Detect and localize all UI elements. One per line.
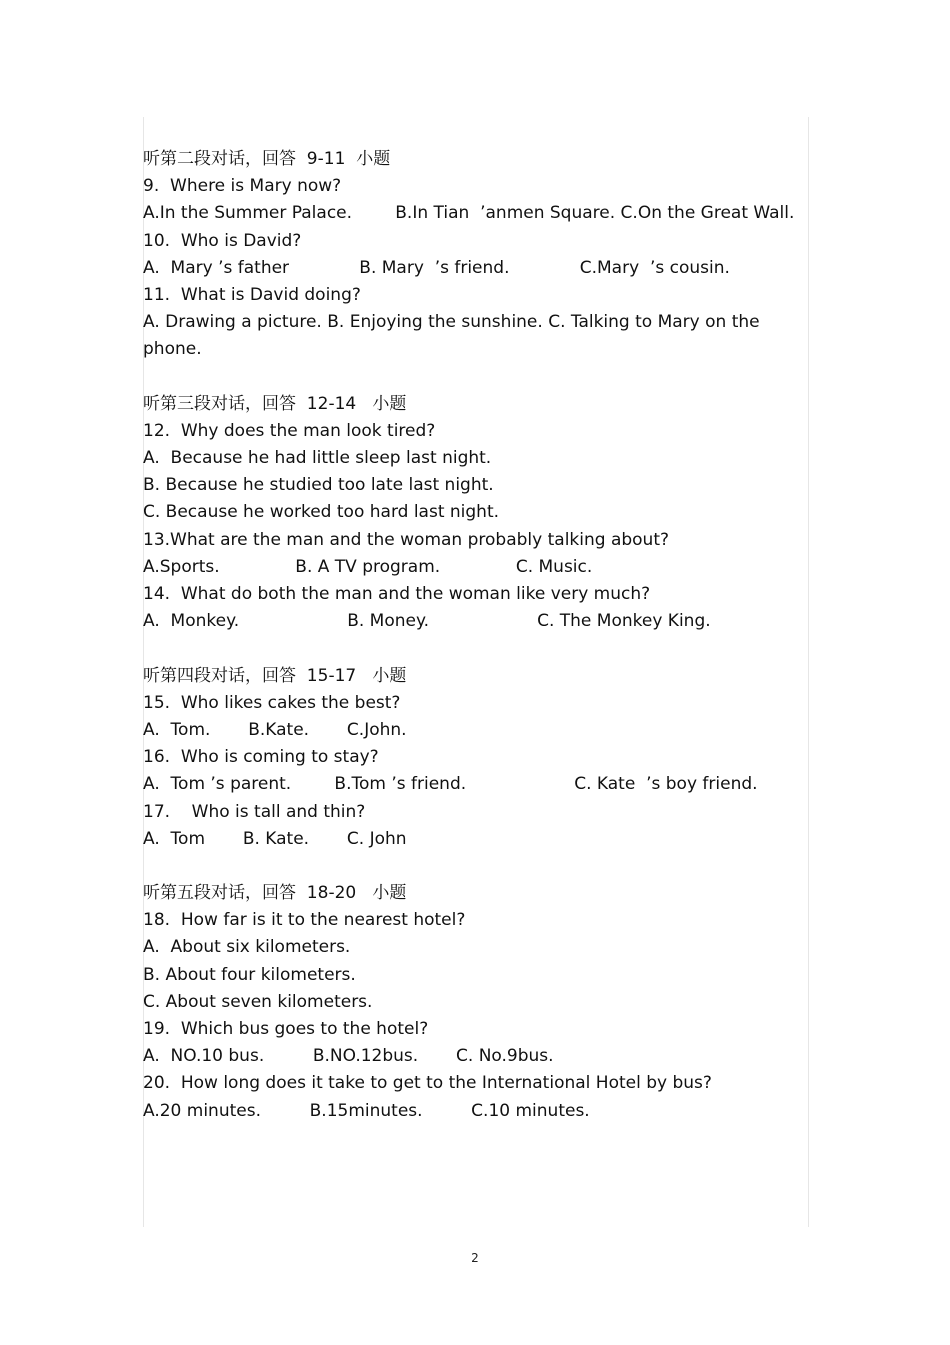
question-text: 17. Who is tall and thin? (143, 801, 366, 822)
question-options: A. Tom. B.Kate. C.John. (143, 719, 407, 740)
section-heading: 听第三段对话，回答 12-14 小题 (143, 393, 407, 414)
question-text: 9. Where is Mary now? (143, 176, 342, 197)
option-line: B. Because he studied too late last night. (143, 475, 494, 496)
section-heading: 听第四段对话，回答 15-17 小题 (143, 665, 407, 686)
question-text: 19. Which bus goes to the hotel? (143, 1019, 429, 1040)
question-options: A. Monkey. B. Money. C. The Monkey King. (143, 611, 711, 632)
question-options: A. NO.10 bus. B.NO.12bus. C. No.9bus. (143, 1046, 554, 1067)
question-text: 18. How far is it to the nearest hotel? (143, 910, 466, 931)
question-options: A. Drawing a picture. B. Enjoying the sunshine. C. Talking to Mary on the phone. (143, 312, 760, 360)
question-options: A.Sports. B. A TV program. C. Music. (143, 556, 593, 577)
question-options: A. Tom ’s parent. B.Tom ’s friend. C. Kate ’s boy friend. (143, 774, 758, 795)
document-content (143, 146, 843, 1125)
question-text: 20. How long does it take to get to the International Hotel by bus? (143, 1073, 712, 1094)
question-text: 13.What are the man and the woman probably talking about? (143, 529, 670, 550)
option-line: C. About seven kilometers. (143, 991, 373, 1012)
option-line: A. Because he had little sleep last night. (143, 448, 492, 469)
option-line: B. About four kilometers. (143, 964, 356, 985)
section-heading: 听第五段对话，回答 18-20 小题 (143, 883, 407, 904)
question-text: 14. What do both the man and the woman like very much? (143, 584, 651, 605)
question-options: A.In the Summer Palace. B.In Tian ’anmen Square. C.On the Great Wall. (143, 203, 795, 224)
section-heading: 听第二段对话，回答 9-11 小题 (143, 149, 391, 169)
page-number: 2 (471, 1251, 479, 1265)
question-options: A.20 minutes. B.15minutes. C.10 minutes. (143, 1100, 590, 1121)
option-line: C. Because he worked too hard last night. (143, 502, 500, 523)
question-text: 11. What is David doing? (143, 284, 361, 305)
question-text: 10. Who is David? (143, 230, 302, 251)
question-options: A. Tom B. Kate. C. John (143, 828, 407, 849)
question-options: A. Mary ’s father B. Mary ’s friend. C.Mary ’s cousin. (143, 257, 730, 278)
question-text: 15. Who likes cakes the best? (143, 692, 401, 713)
question-text: 12. Why does the man look tired? (143, 420, 436, 441)
question-text: 16. Who is coming to stay? (143, 747, 379, 768)
option-line: A. About six kilometers. (143, 937, 351, 958)
